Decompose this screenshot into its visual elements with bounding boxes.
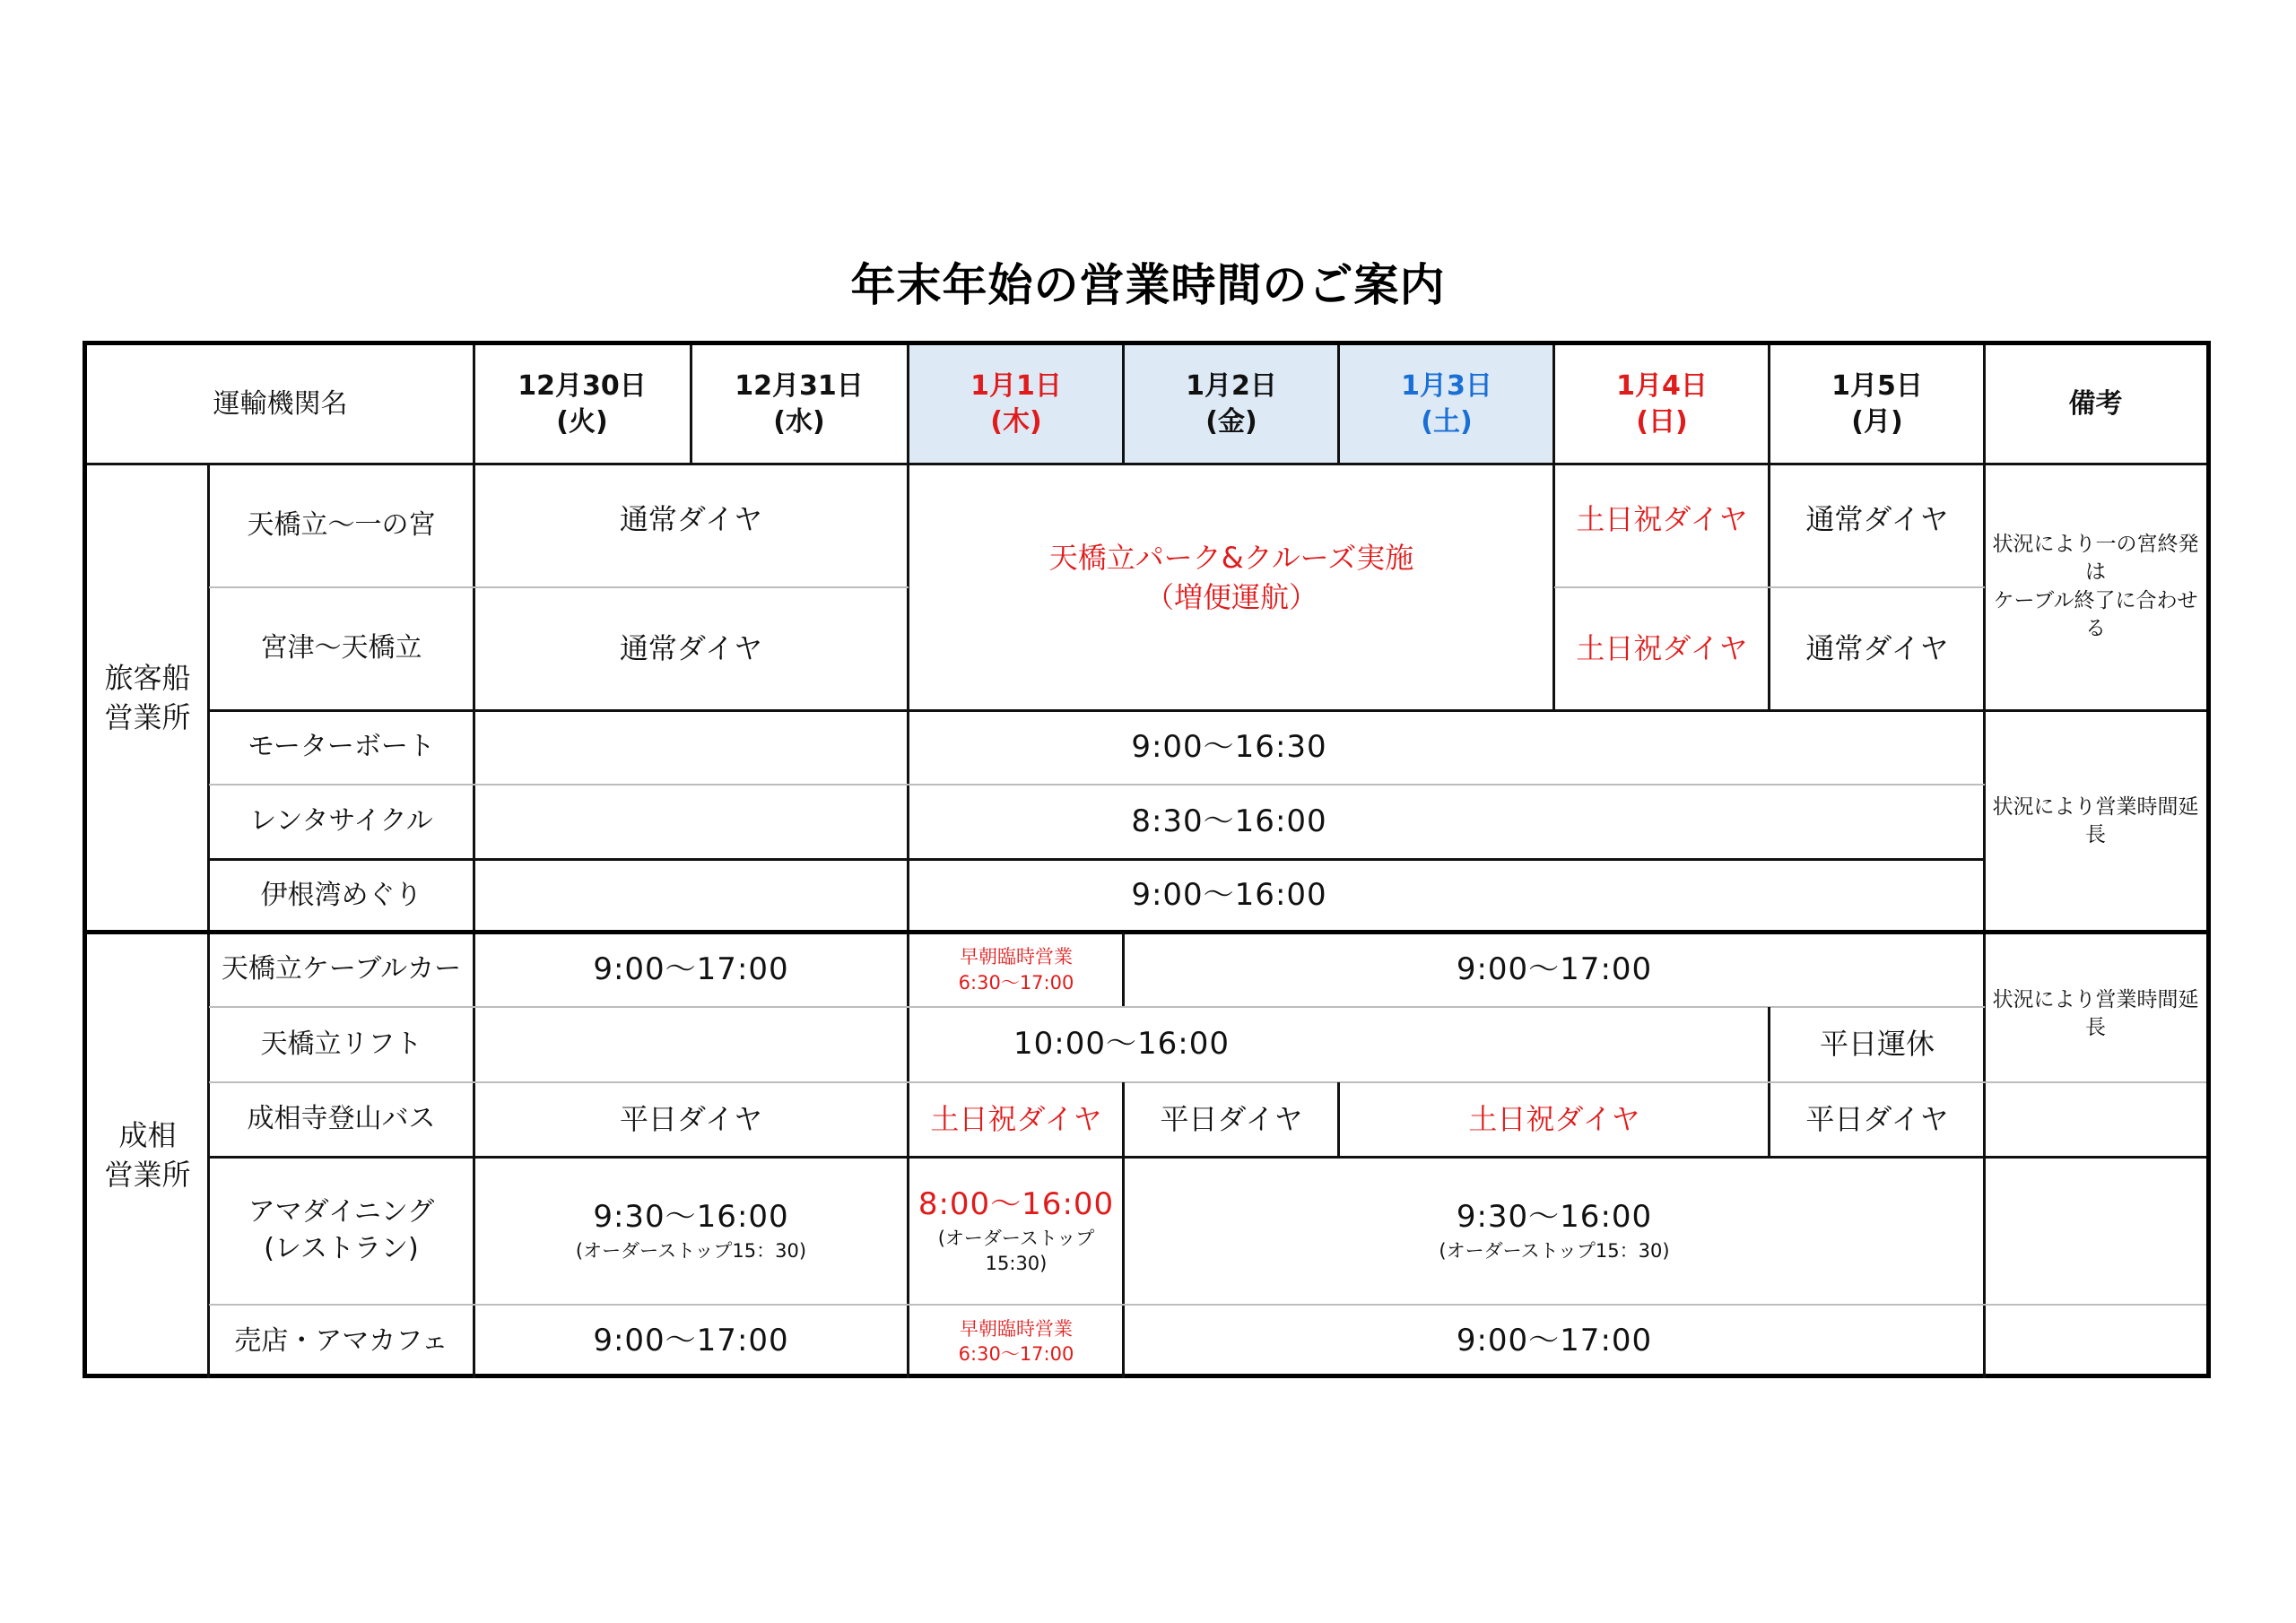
cell-line1: 早朝臨時営業: [960, 946, 1073, 968]
header-transport-label: 運輸機関名: [213, 387, 348, 420]
cell-text: 9:00〜16:00: [1131, 877, 1327, 914]
divider: [907, 345, 909, 1378]
row-name-label: 宮津〜天橋立: [260, 632, 422, 664]
row-name-label: 天橋立リフト: [260, 1028, 422, 1060]
cell-shop-0102-0105: [1124, 1305, 1985, 1378]
cell-text: 平日ダイヤ: [1805, 1101, 1949, 1136]
cell-ichinomiya-0104: [1554, 464, 1770, 576]
divider: [1554, 586, 1985, 588]
row-name-rental-cycle: [209, 785, 474, 859]
divider: [1122, 1157, 1125, 1378]
row-name-label: モーターボート: [248, 731, 435, 763]
divider: [1122, 1082, 1125, 1157]
divider: [690, 345, 692, 464]
header-date-1231: [691, 345, 908, 464]
row-name-label: 成相寺登山バス: [247, 1103, 436, 1135]
cell-text: 8:00〜16:00: [918, 1186, 1115, 1223]
remark-ichinomiya-last-departure: [1985, 464, 2206, 710]
divider: [209, 858, 1985, 861]
cell-subtext: （増便運航）: [1144, 579, 1318, 614]
row-name-label: 天橋立〜一の宮: [247, 508, 436, 541]
cell-text: 平日運休: [1819, 1027, 1935, 1062]
cell-text: 9:00〜17:00: [593, 950, 789, 987]
cell-text: 天橋立パーク&クルーズ実施: [1048, 541, 1414, 576]
cell-miyazu-0104: [1554, 587, 1770, 710]
cell-bus-0103-0104: [1339, 1082, 1770, 1157]
cell-lift-1230-0104: [474, 1007, 1770, 1082]
cell-dining-0101: [909, 1157, 1124, 1305]
cell-shop-0101-early: [909, 1305, 1124, 1378]
cell-park-and-cruise-0101-0103: [909, 464, 1554, 710]
cell-miyazu-0105: [1770, 587, 1985, 710]
date-label: 12月30日: [517, 369, 647, 402]
date-label: 1月2日: [1186, 369, 1277, 402]
group-label-line2: 営業所: [104, 1157, 191, 1192]
group-label-nariai-office: [87, 933, 208, 1378]
schedule-table: [83, 341, 2211, 1378]
date-label: 1月1日: [970, 369, 1062, 402]
divider: [209, 709, 2206, 712]
cell-text: 土日祝ダイヤ: [1468, 1101, 1640, 1136]
divider: [1337, 1082, 1340, 1157]
row-name-label: 天橋立ケーブルカー: [221, 953, 462, 985]
cell-subtext: (オーダーストップ15:30): [937, 1228, 1095, 1275]
cell-text: 通常ダイヤ: [1805, 630, 1949, 665]
group-label-line2: 営業所: [104, 699, 191, 734]
header-remarks: [1985, 345, 2206, 464]
row-name-miyazu-amanohashidate: [209, 587, 474, 710]
divider: [207, 464, 210, 1378]
cell-cable-car-0102-0105: [1124, 933, 1985, 1007]
cell-dining-1230-1231: [474, 1157, 909, 1305]
remark-nariai-extension: [1985, 933, 2206, 1082]
divider: [209, 586, 909, 588]
divider: [1768, 345, 1770, 710]
row-name-nariaiji-bus: [209, 1082, 474, 1157]
row-name-line1: アマダイニング: [248, 1196, 435, 1228]
row-name-cable-car: [209, 933, 474, 1007]
cell-text: 土日祝ダイヤ: [1576, 630, 1748, 665]
row-name-label: レンタサイクル: [249, 805, 433, 838]
divider: [209, 1156, 2206, 1159]
divider: [209, 1006, 1985, 1008]
weekday-label: (土): [1421, 406, 1473, 438]
header-date-1230: [474, 345, 691, 464]
remark-line2: ケーブル終了に合わせる: [1993, 588, 2198, 640]
remarks-label: 備考: [2068, 387, 2123, 420]
divider: [1122, 933, 1125, 1007]
cell-text: 通常ダイヤ: [619, 501, 763, 536]
cell-text: 平日ダイヤ: [619, 1101, 763, 1136]
cell-rental-cycle-hours: [474, 785, 1985, 859]
cell-text: 9:00〜17:00: [1456, 1323, 1653, 1359]
weekday-label: (月): [1851, 406, 1903, 438]
cell-bus-0102: [1124, 1082, 1339, 1157]
row-name-label: 伊根湾めぐり: [260, 879, 422, 911]
divider: [209, 1304, 2206, 1306]
cell-ichinomiya-0105: [1770, 464, 1985, 576]
divider: [1983, 345, 1986, 1378]
cell-cable-car-1230-1231: [474, 933, 909, 1007]
cell-subtext: (オーダーストップ15：30): [1439, 1240, 1670, 1263]
header-date-0101: [909, 345, 1124, 464]
remark-text: 状況により営業時間延長: [1992, 794, 2199, 846]
date-label: 12月31日: [735, 369, 864, 402]
weekday-label: (木): [990, 406, 1042, 438]
row-name-line2: (レストラン): [264, 1232, 419, 1264]
divider: [1122, 345, 1125, 464]
weekday-label: (水): [773, 406, 825, 438]
cell-text: 10:00〜16:00: [1013, 1026, 1230, 1063]
cell-line2: 6:30〜17:00: [958, 971, 1074, 994]
cell-ine-bay-cruise-hours: [474, 859, 1985, 933]
page-title: 年末年始の営業時間のご案内: [850, 259, 1446, 311]
cell-text: 9:00〜17:00: [593, 1323, 789, 1359]
cell-lift-0105: [1770, 1007, 1985, 1082]
cell-motor-boat-hours: [474, 710, 1985, 785]
cell-line2: 6:30〜17:00: [958, 1343, 1074, 1365]
section-divider: [87, 930, 2206, 934]
row-name-ine-bay-cruise: [209, 859, 474, 933]
cell-ichinomiya-1230-1231: [474, 464, 909, 576]
weekday-label: (火): [556, 406, 608, 438]
divider: [1552, 345, 1555, 710]
cell-text: 土日祝ダイヤ: [930, 1101, 1102, 1136]
group-label-ferry-office: [87, 464, 208, 933]
remark-text: 状況により営業時間延長: [1992, 988, 2199, 1040]
cell-line1: 早朝臨時営業: [960, 1317, 1073, 1340]
cell-text: 9:30〜16:00: [593, 1199, 789, 1236]
row-name-amanohashidate-ichinomiya: [209, 464, 474, 587]
divider: [1337, 345, 1340, 464]
row-name-lift: [209, 1007, 474, 1082]
header-transport-name: [87, 345, 474, 464]
cell-miyazu-1230-1231: [474, 587, 909, 710]
row-name-label: 売店・アマカフェ: [234, 1324, 448, 1357]
header-date-0102: [1124, 345, 1339, 464]
header-date-0103: [1339, 345, 1554, 464]
group-label-line1: 成相: [118, 1118, 177, 1153]
divider: [209, 1081, 2206, 1083]
divider: [473, 345, 475, 1378]
group-label-line1: 旅客船: [104, 661, 191, 696]
cell-text: 通常ダイヤ: [1805, 501, 1949, 536]
weekday-label: (金): [1205, 406, 1257, 438]
date-label: 1月3日: [1401, 369, 1492, 402]
row-name-shop-cafe: [209, 1305, 474, 1378]
cell-shop-1230-1231: [474, 1305, 909, 1378]
date-label: 1月5日: [1831, 369, 1923, 402]
cell-text: 9:00〜16:30: [1131, 728, 1327, 765]
header-date-0104: [1554, 345, 1770, 464]
cell-bus-0105: [1770, 1082, 1985, 1157]
cell-text: 8:30〜16:00: [1131, 803, 1327, 839]
cell-text: 9:30〜16:00: [1456, 1199, 1653, 1236]
cell-text: 土日祝ダイヤ: [1576, 501, 1748, 536]
divider: [87, 463, 2206, 465]
cell-bus-1230-1231: [474, 1082, 909, 1157]
weekday-label: (日): [1636, 406, 1688, 438]
remark-ferry-extension: [1985, 710, 2206, 933]
row-name-motor-boat: [209, 710, 474, 785]
remark-line1: 状況により一の宮終発は: [1992, 533, 2199, 585]
cell-subtext: (オーダーストップ15：30): [575, 1240, 807, 1263]
cell-bus-0101: [909, 1082, 1124, 1157]
divider: [209, 784, 1985, 785]
row-name-ama-dining: [209, 1157, 474, 1305]
cell-text: 平日ダイヤ: [1160, 1101, 1303, 1136]
cell-dining-0102-0105: [1124, 1157, 1985, 1305]
date-label: 1月4日: [1616, 369, 1708, 402]
header-date-0105: [1770, 345, 1985, 464]
cell-cable-car-0101-early: [909, 933, 1124, 1007]
cell-text: 9:00〜17:00: [1456, 950, 1653, 987]
cell-text: 通常ダイヤ: [619, 630, 763, 665]
